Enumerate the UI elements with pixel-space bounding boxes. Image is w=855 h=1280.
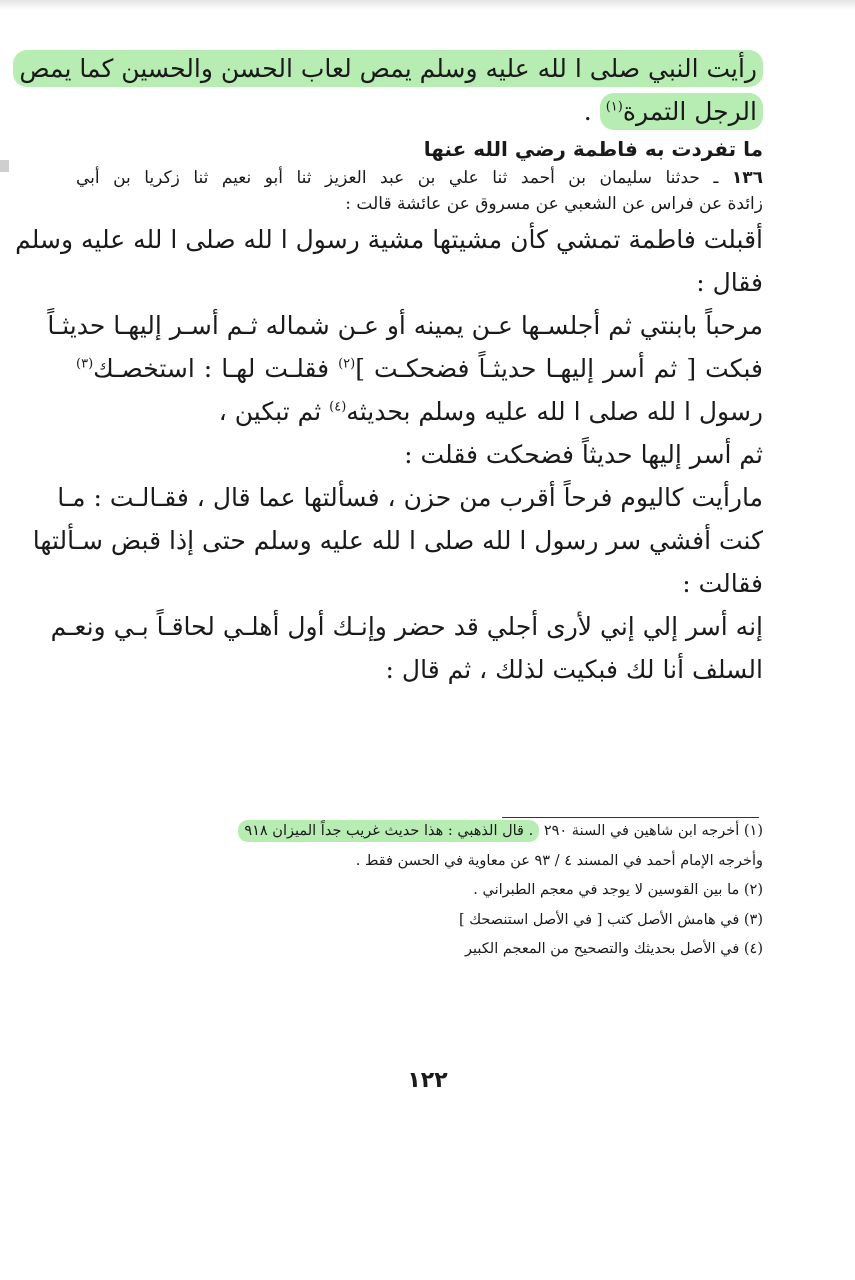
footnote-2: (٢) ما بين القوسين لا يوجد في معجم الطبراني . xyxy=(473,882,763,898)
text-line: فقالت : xyxy=(682,569,763,598)
text-line: السلف أنا لك فبكيت لذلك ، ثم قال : xyxy=(385,655,763,684)
text-line: أقبلت فاطمة تمشي كأن مشيتها مشية رسول ا لله صلى ا لله عليه وسلم xyxy=(15,225,763,254)
highlighted-text: الرجل التمرة xyxy=(622,97,757,126)
text-line: كنت أفشي سر رسول ا لله صلى ا لله عليه وسلم حتى إذا قبض سـألتها xyxy=(32,526,763,555)
footnote-divider xyxy=(502,817,759,818)
footnote-ref-1: (١) xyxy=(605,99,623,115)
text-line: فقال : xyxy=(696,268,763,297)
period: . xyxy=(583,97,600,126)
text-line: ثم أسر إليها حديثاً فضحكت فقلت : xyxy=(404,440,763,469)
text-segment: فبكت [ ثم أسر إليهـا حديثـاً فضحكـت ] xyxy=(355,354,763,383)
hadith-isnad xyxy=(76,166,763,217)
isnad-line: زائدة عن فراس عن الشعبي عن مسروق عن عائشة قالت : xyxy=(345,193,763,214)
page-top-edge xyxy=(0,0,855,10)
text-line xyxy=(76,356,763,381)
footnote-ref-3: (٣) xyxy=(76,356,94,372)
text-line xyxy=(19,54,763,83)
footnote-text: (١) أخرجه ابن شاهين في السنة ٢٩٠ xyxy=(539,823,763,839)
hadith-text xyxy=(15,225,763,684)
footnote-1-continued: وأخرجه الإمام أحمد في المسند ٤ / ٩٣ عن معاوية في الحسن فقط . xyxy=(355,852,763,869)
footnotes xyxy=(140,824,763,972)
text-line: مارأيت كاليوم فرحاً أقرب من حزن ، فسألتها عما قال ، فقـالـت : مـا xyxy=(57,483,763,512)
text-line: مرحباً بابنتي ثم أجلسـها عـن يمينه أو عـن شماله ثـم أسـر إليهـا حديثـاً xyxy=(47,311,763,340)
highlight xyxy=(600,93,763,130)
isnad-line xyxy=(76,166,763,192)
hadith-number: ١٣٦ xyxy=(731,168,763,188)
text-line xyxy=(76,399,763,424)
opening-text xyxy=(19,54,763,126)
page-number: ١٢٢ xyxy=(407,1068,448,1093)
footnote-4: (٤) في الأصل بحديثك والتصحيح من المعجم الكبير xyxy=(465,941,763,957)
page-body xyxy=(15,54,763,700)
isnad-text: ـ حدثنا سليمان بن أحمد ثنا علي بن عبد العزيز ثنا أبو نعيم ثنا زكريا بن أبي xyxy=(76,168,732,188)
footnote-1 xyxy=(140,824,763,839)
footnote-3: (٣) في هامش الأصل كتب [ في الأصل استنصحك ] xyxy=(458,911,763,928)
section-title: ما تفردت به فاطمة رضي الله عنها xyxy=(423,137,763,161)
footnote-highlight: . قال الذهبي : هذا حديث غريب جداً الميزان ٩١٨ xyxy=(238,820,539,842)
text-line: إنه أسر إلي إني لأرى أجلي قد حضر وإنـك أول أهلـي لحاقـاً بـي ونعـم xyxy=(50,612,763,641)
text-segment: فقلـت لهـا : استخصـك xyxy=(93,354,339,383)
footnote-ref-2: (٢) xyxy=(338,356,356,372)
margin-mark xyxy=(0,160,9,172)
footnote-ref-4: (٤) xyxy=(329,399,347,415)
text-line xyxy=(76,99,763,124)
highlight: رأيت النبي صلى ا لله عليه وسلم يمص لعاب الحسن والحسين كما يمص xyxy=(13,50,763,87)
text-segment: ثم تبكين ، xyxy=(218,397,330,426)
text-segment: رسول ا لله صلى ا لله عليه وسلم بحديثه xyxy=(346,397,763,426)
